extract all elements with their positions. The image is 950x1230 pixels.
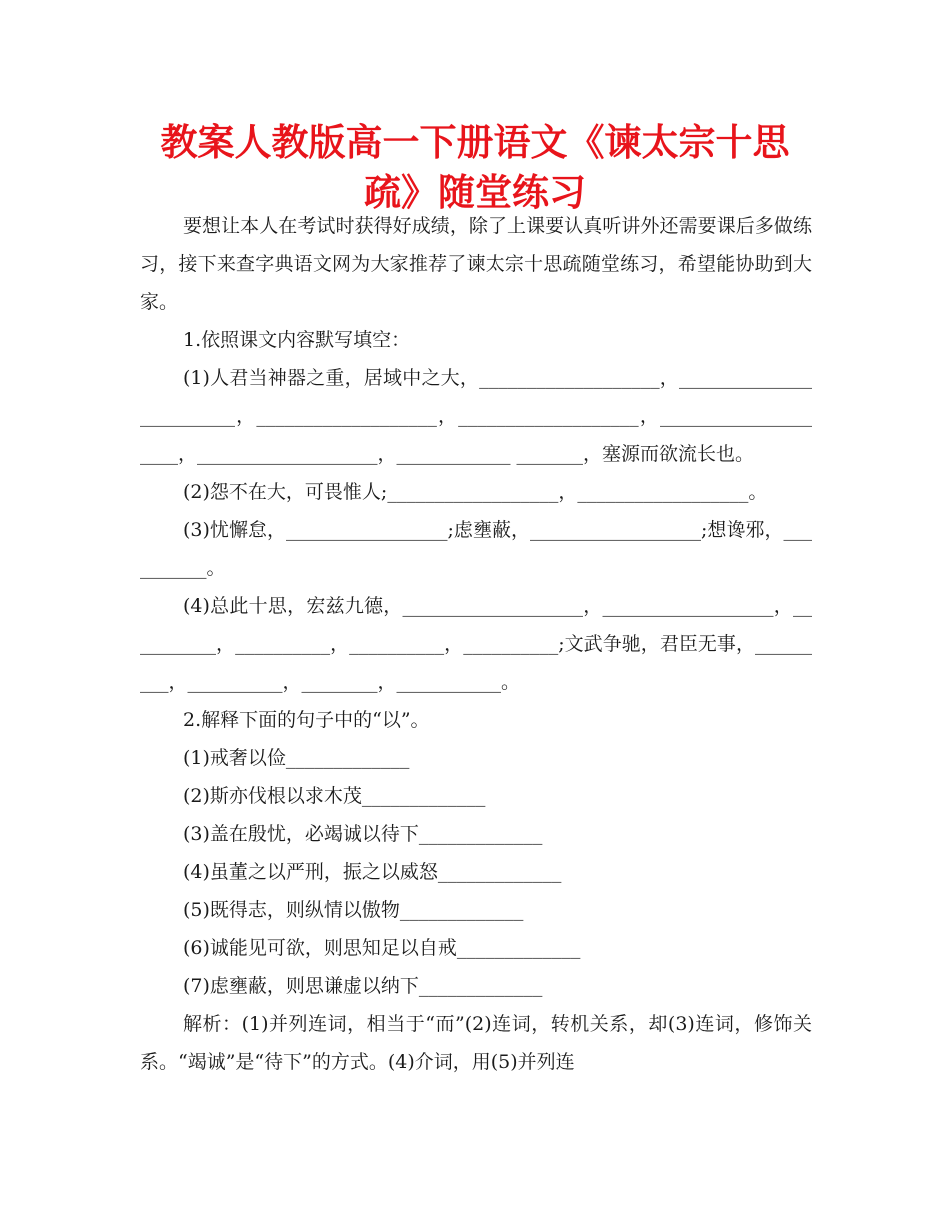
question-2-item-7: (7)虑壅蔽，则思谦虚以纳下_____________ [183, 975, 543, 997]
question-2-item-3: (3)盖在殷忧，必竭诚以待下_____________ [183, 823, 543, 845]
question-2-heading: 2.解释下面的句子中的“以”。 [183, 709, 430, 731]
question-1-heading: 1.依照课文内容默写填空： [183, 329, 411, 351]
question-1-item-4: (4)总此十思，宏兹九德，___________________，__________________，__________，__________，__________，__________;文武争驰，君臣无事，_________，__________，________，___________。 [140, 595, 812, 693]
intro-paragraph: 要想让本人在考试时获得好成绩，除了上课要认真听讲外还需要课后多做练习，接下来查字典语文网为大家推荐了谏太宗十思疏随堂练习，希望能协助到大家。 [140, 215, 812, 313]
question-1-item-1: (1)人君当神器之重，居域中之大，___________________，________________________，___________________，___________________，____________________，___________________，____________ _______，塞源而欲流长也。 [140, 367, 812, 465]
document-body [140, 207, 812, 1081]
analysis-paragraph: 解析：(1)并列连词，相当于“而”(2)连词，转机关系，却(3)连词，修饰关系。“竭诚”是“待下”的方式。(4)介词，用(5)并列连 [140, 1013, 812, 1073]
question-1-item-3: (3)忧懈怠，_________________;虑壅蔽，__________________;想谗邪，__________。 [140, 519, 812, 579]
question-1-item-2: (2)怨不在大，可畏惟人;__________________，__________________。 [183, 481, 768, 503]
document-title: 教案人教版高一下册语文《谏太宗十思疏》随堂练习 [160, 121, 790, 214]
question-2-item-5: (5)既得志，则纵情以傲物_____________ [183, 899, 524, 921]
question-2-item-6: (6)诚能见可欲，则思知足以自戒_____________ [183, 937, 581, 959]
question-2-item-1: (1)戒奢以俭_____________ [183, 747, 410, 769]
question-2-item-4: (4)虽董之以严刑，振之以威怒_____________ [183, 861, 562, 883]
question-2-item-2: (2)斯亦伐根以求木茂_____________ [183, 785, 486, 807]
